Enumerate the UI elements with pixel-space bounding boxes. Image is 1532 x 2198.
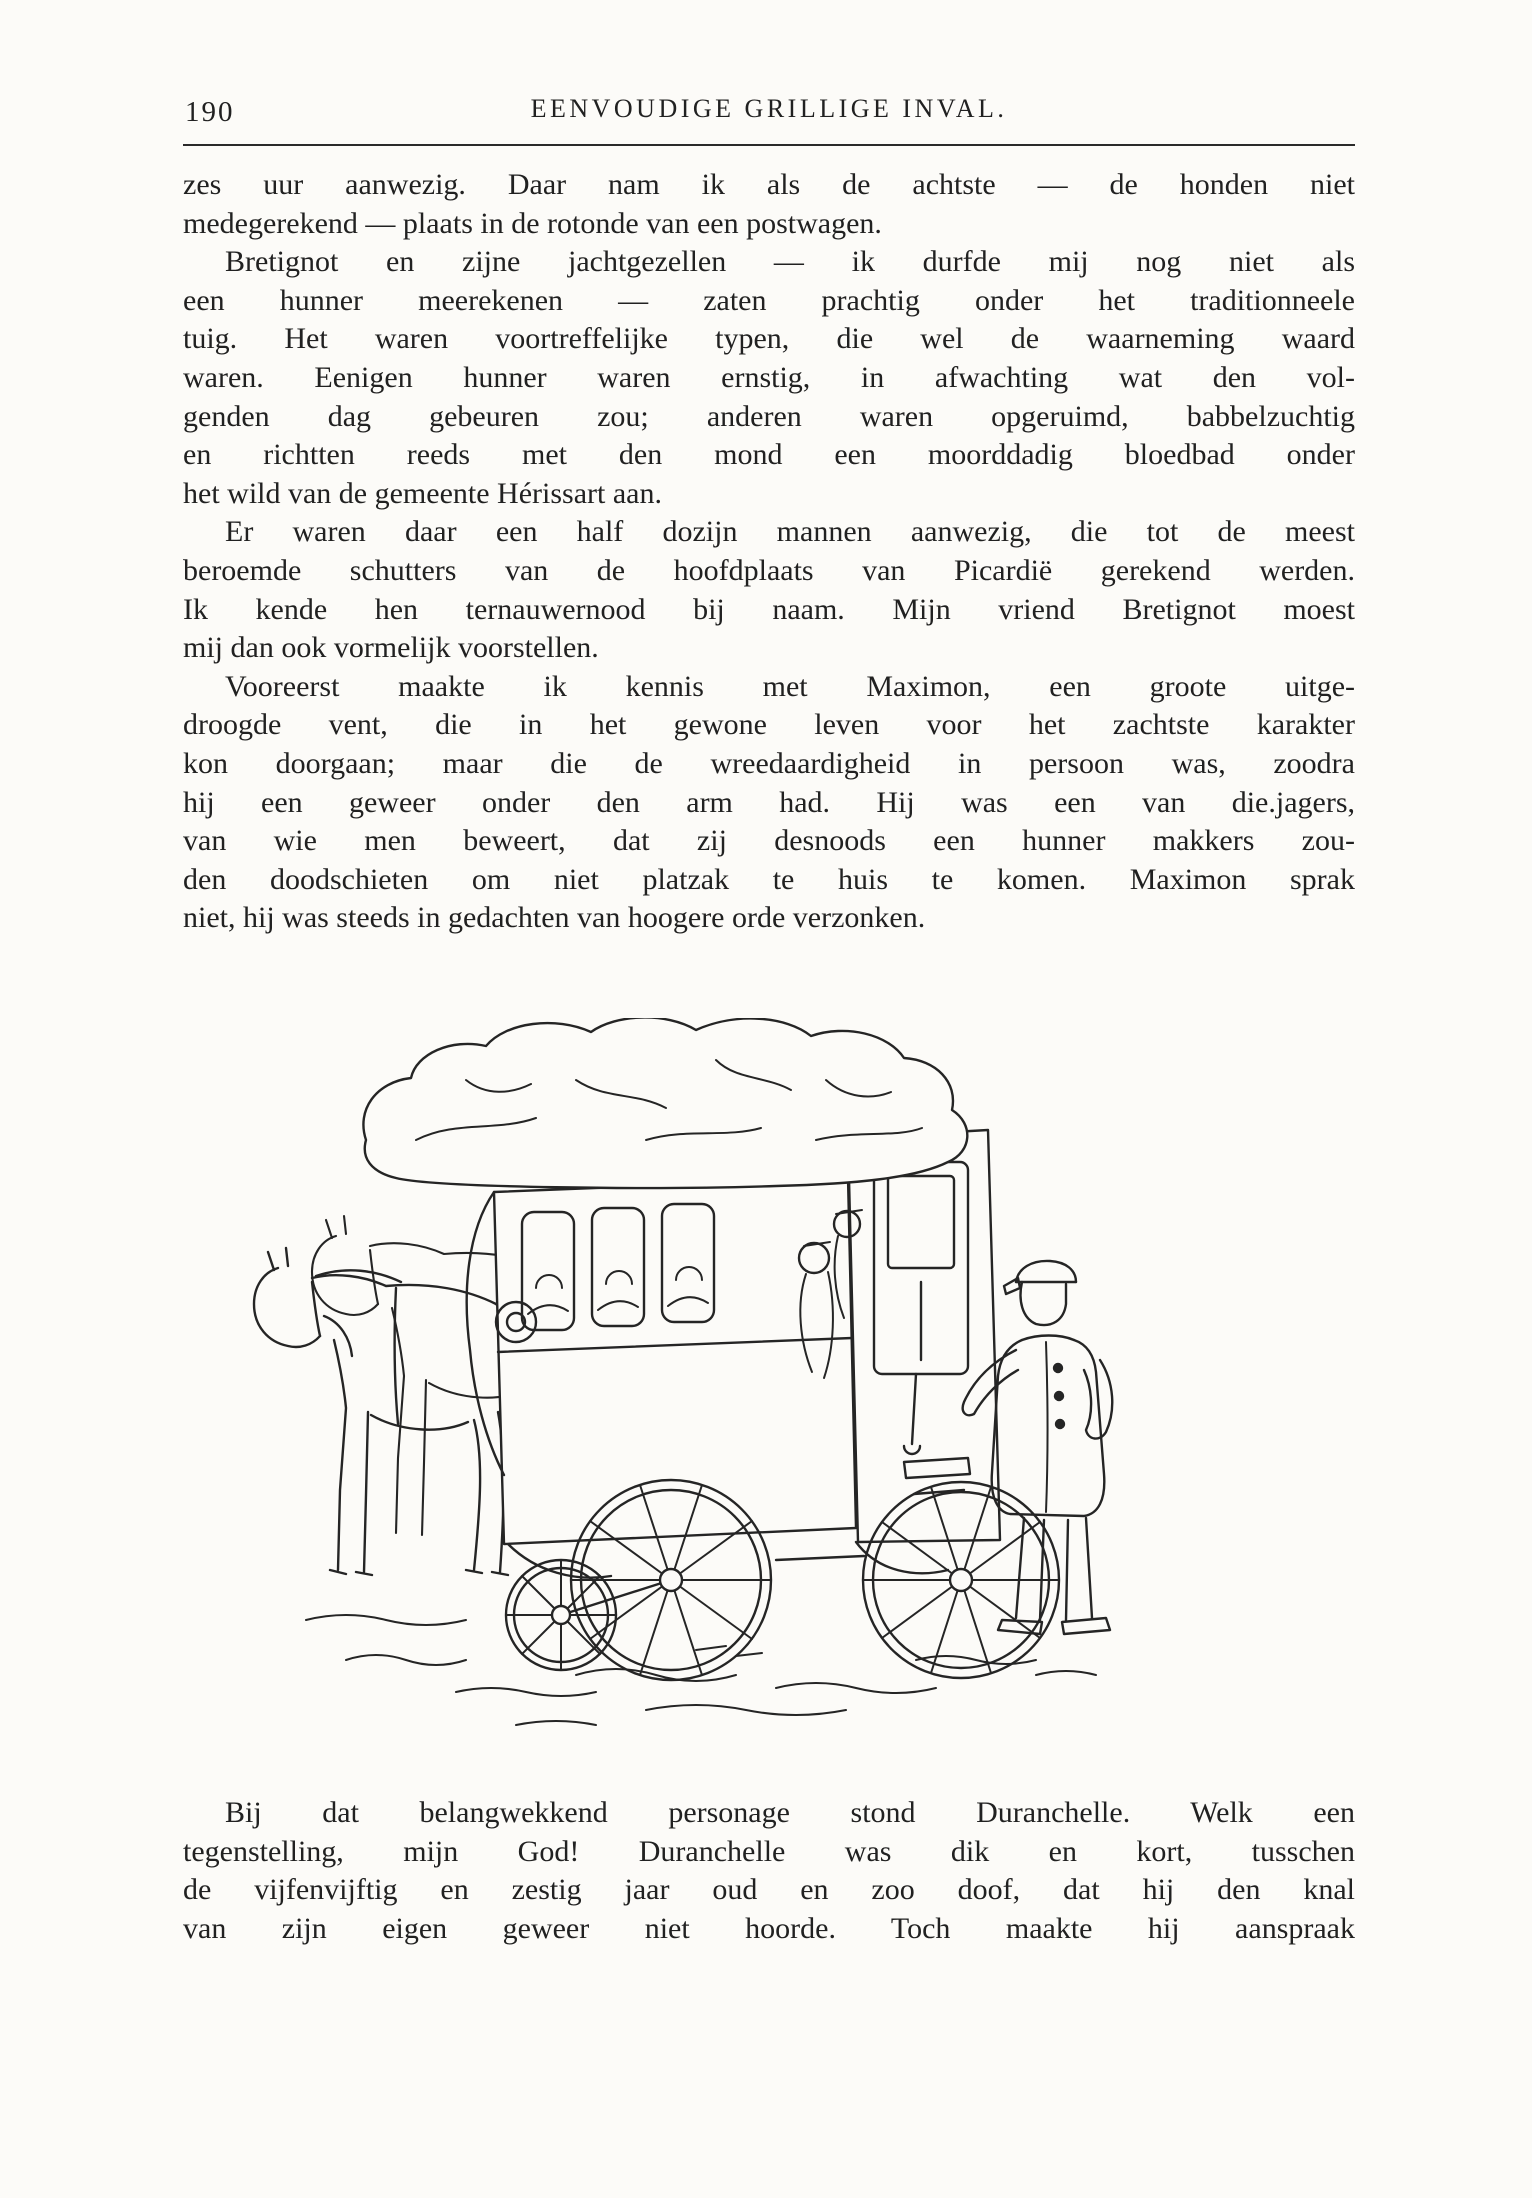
text-block-top [183,166,1355,938]
text-line: tegenstelling, mijn God! Duranchelle was dik en kort, tusschen [183,1834,1355,1868]
coach-body [467,1130,1000,1578]
header-rule [183,144,1355,146]
text-line: genden dag gebeuren zou; anderen waren opgeruimd, babbelzuchtig [183,399,1355,433]
stagecoach-drawing [216,1018,1216,1762]
text-line: medegerekend — plaats in de rotonde van een postwagen. [183,206,882,240]
text-line: kon doorgaan; maar die de wreedaardigheid in persoon was, zoodra [183,746,1355,780]
paragraph [183,668,1355,938]
paragraph [183,1794,1355,1948]
text-block-bottom [183,1794,1355,1948]
running-header: EENVOUDIGE GRILLIGE INVAL. [530,94,1008,123]
text-line: beroemde schutters van de hoofdplaats van Picardië gerekend werden. [183,553,1355,587]
text-line: mij dan ook vormelijk voorstellen. [183,631,599,665]
stagecoach-illustration [216,1018,1216,1762]
paragraph [183,166,1355,243]
text-line: van wie men beweert, dat zij desnoods een hunner makkers zou- [183,824,1355,858]
text-line: hij een geweer onder den arm had. Hij was een van die.jagers, [183,785,1355,819]
text-line: Ik kende hen ternauwernood bij naam. Mijn vriend Bretignot moest [183,592,1355,626]
text-line: Er waren daar een half dozijn mannen aanwezig, die tot de meest [225,515,1355,549]
text-line: Vooreerst maakte ik kennis met Maximon, een groote uitge- [225,669,1355,703]
text-line: droogde vent, die in het gewone leven voor het zachtste karakter [183,708,1355,742]
text-line: den doodschieten om niet platzak te huis te komen. Maximon sprak [183,862,1355,896]
text-line: Bij dat belangwekkend personage stond Duranchelle. Welk een [225,1796,1355,1829]
luggage-tarp [363,1018,967,1188]
text-line: tuig. Het waren voortreffelijke typen, die wel de waarneming waard [183,322,1355,356]
text-line: van zijn eigen geweer niet hoorde. Toch maakte hij aanspraak [183,1911,1355,1945]
text-line: de vijfenvijftig en zestig jaar oud en zoo doof, dat hij den knal [183,1873,1355,1907]
text-line: het wild van de gemeente Hérissart aan. [183,476,662,510]
text-line: zes uur aanwezig. Daar nam ik als de achtste — de honden niet [183,168,1355,201]
text-line: Bretignot en zijne jachtgezellen — ik durfde mij nog niet als [225,245,1355,279]
text-line: niet, hij was steeds in gedachten van hoogere orde verzonken. [183,901,926,935]
text-line: waren. Eenigen hunner waren ernstig, in afwachting wat den vol- [183,360,1355,394]
paragraph [183,513,1355,667]
text-line: een hunner meerekenen — zaten prachtig onder het traditionneele [183,283,1355,317]
near-horse-drawing [254,1248,530,1575]
paragraph [183,243,1355,513]
text-line: en richtten reeds met den mond een moorddadig bloedbad onder [183,438,1355,472]
page-header [183,94,1355,136]
page-number: 190 [185,96,235,128]
